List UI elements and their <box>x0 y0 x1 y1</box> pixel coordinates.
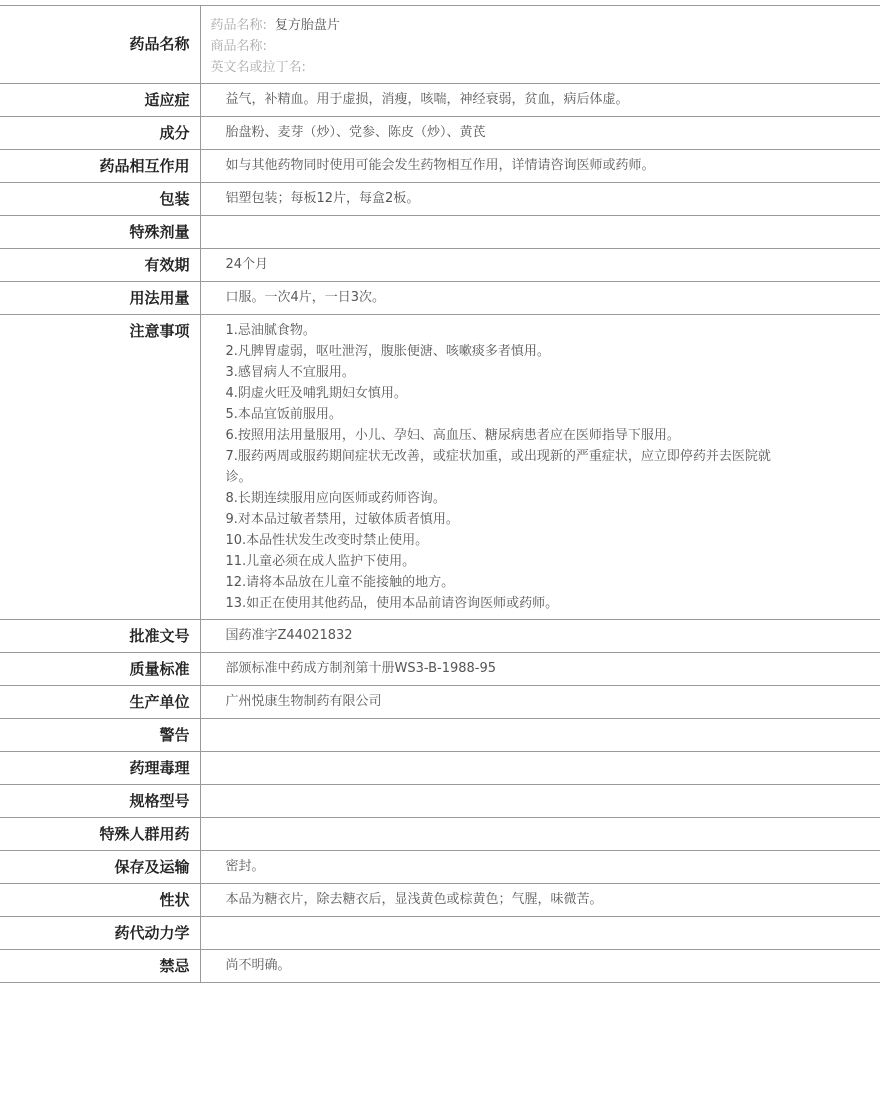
value-specification <box>200 785 880 818</box>
value-approval: 国药准字Z44021832 <box>200 620 880 653</box>
key-precautions: 注意事项 <box>0 315 200 620</box>
row-description <box>0 884 880 917</box>
key-pharmacokinetics: 药代动力学 <box>0 917 200 950</box>
english-name-label: 英文名或拉丁名: <box>210 60 306 75</box>
value-interactions: 如与其他药物同时使用可能会发生药物相互作用，详情请咨询医师或药师。 <box>200 150 880 183</box>
trade-name-line <box>211 36 880 57</box>
key-packaging: 包装 <box>0 183 200 216</box>
row-specification <box>0 785 880 818</box>
precaution-item: 4.阴虚火旺及哺乳期妇女慎用。 <box>225 386 407 401</box>
row-usage <box>0 282 880 315</box>
value-shelf-life: 24个月 <box>200 249 880 282</box>
english-name-line <box>211 57 880 78</box>
value-special-population <box>200 818 880 851</box>
precaution-item: 11.儿童必须在成人监护下使用。 <box>225 554 416 569</box>
value-manufacturer: 广州悦康生物制药有限公司 <box>200 686 880 719</box>
value-precautions <box>200 315 880 620</box>
value-drug-name <box>200 6 880 84</box>
row-contraindications <box>0 950 880 983</box>
key-description: 性状 <box>0 884 200 917</box>
precaution-item: 10.本品性状发生改变时禁止使用。 <box>225 533 429 548</box>
row-precautions <box>0 315 880 620</box>
precaution-item: 8.长期连续服用应向医师或药师咨询。 <box>225 491 446 506</box>
key-specification: 规格型号 <box>0 785 200 818</box>
row-indications <box>0 84 880 117</box>
precaution-item: 5.本品宜饭前服用。 <box>225 407 342 422</box>
value-storage: 密封。 <box>200 851 880 884</box>
key-special-population: 特殊人群用药 <box>0 818 200 851</box>
key-special-dosage: 特殊剂量 <box>0 216 200 249</box>
key-interactions: 药品相互作用 <box>0 150 200 183</box>
generic-name-value: 复方胎盘片 <box>274 18 340 33</box>
row-ingredients <box>0 117 880 150</box>
key-usage: 用法用量 <box>0 282 200 315</box>
key-manufacturer: 生产单位 <box>0 686 200 719</box>
key-warning: 警告 <box>0 719 200 752</box>
row-interactions <box>0 150 880 183</box>
generic-name-label: 药品名称: <box>210 18 267 33</box>
value-toxicology <box>200 752 880 785</box>
precaution-item: 6.按照用法用量服用，小儿、孕妇、高血压、糖尿病患者应在医师指导下服用。 <box>225 428 680 443</box>
key-toxicology: 药理毒理 <box>0 752 200 785</box>
precaution-item: 9.对本品过敏者禁用，过敏体质者慎用。 <box>225 512 459 527</box>
row-standard <box>0 653 880 686</box>
row-approval <box>0 620 880 653</box>
row-toxicology <box>0 752 880 785</box>
precaution-item: 12.请将本品放在儿童不能接触的地方。 <box>225 575 455 590</box>
row-special-dosage <box>0 216 880 249</box>
row-manufacturer <box>0 686 880 719</box>
value-special-dosage <box>200 216 880 249</box>
value-warning <box>200 719 880 752</box>
value-standard: 部颁标准中药成方制剂第十册WS3-B-1988-95 <box>200 653 880 686</box>
value-packaging: 铝塑包装；每板12片，每盒2板。 <box>200 183 880 216</box>
key-standard: 质量标准 <box>0 653 200 686</box>
row-special-population <box>0 818 880 851</box>
value-ingredients: 胎盘粉、麦芽（炒）、党参、陈皮（炒）、黄芪 <box>200 117 880 150</box>
key-contraindications: 禁忌 <box>0 950 200 983</box>
precaution-item: 1.忌油腻食物。 <box>225 323 316 338</box>
key-drug-name: 药品名称 <box>0 6 200 84</box>
generic-name-line <box>211 15 880 36</box>
precaution-item: 13.如正在使用其他药品，使用本品前请咨询医师或药师。 <box>225 596 559 611</box>
trade-name-label: 商品名称: <box>210 39 267 54</box>
row-pharmacokinetics <box>0 917 880 950</box>
key-indications: 适应症 <box>0 84 200 117</box>
row-shelf-life <box>0 249 880 282</box>
key-approval: 批准文号 <box>0 620 200 653</box>
value-indications: 益气，补精血。用于虚损，消瘦，咳喘，神经衰弱，贫血，病后体虚。 <box>200 84 880 117</box>
precaution-item: 3.感冒病人不宜服用。 <box>225 365 355 380</box>
precaution-item: 7.服药两周或服药期间症状无改善，或症状加重，或出现新的严重症状，应立即停药并去医院就诊。 <box>225 449 771 485</box>
value-contraindications: 尚不明确。 <box>200 950 880 983</box>
row-packaging <box>0 183 880 216</box>
row-storage <box>0 851 880 884</box>
key-shelf-life: 有效期 <box>0 249 200 282</box>
value-description: 本品为糖衣片，除去糖衣后，显浅黄色或棕黄色；气腥，味微苦。 <box>200 884 880 917</box>
precaution-item: 2.凡脾胃虚弱，呕吐泄泻，腹胀便溏、咳嗽痰多者慎用。 <box>225 344 550 359</box>
value-pharmacokinetics <box>200 917 880 950</box>
value-usage: 口服。一次4片，一日3次。 <box>200 282 880 315</box>
drug-spec-table <box>0 5 880 983</box>
key-ingredients: 成分 <box>0 117 200 150</box>
row-warning <box>0 719 880 752</box>
key-storage: 保存及运输 <box>0 851 200 884</box>
row-drug-name <box>0 6 880 84</box>
